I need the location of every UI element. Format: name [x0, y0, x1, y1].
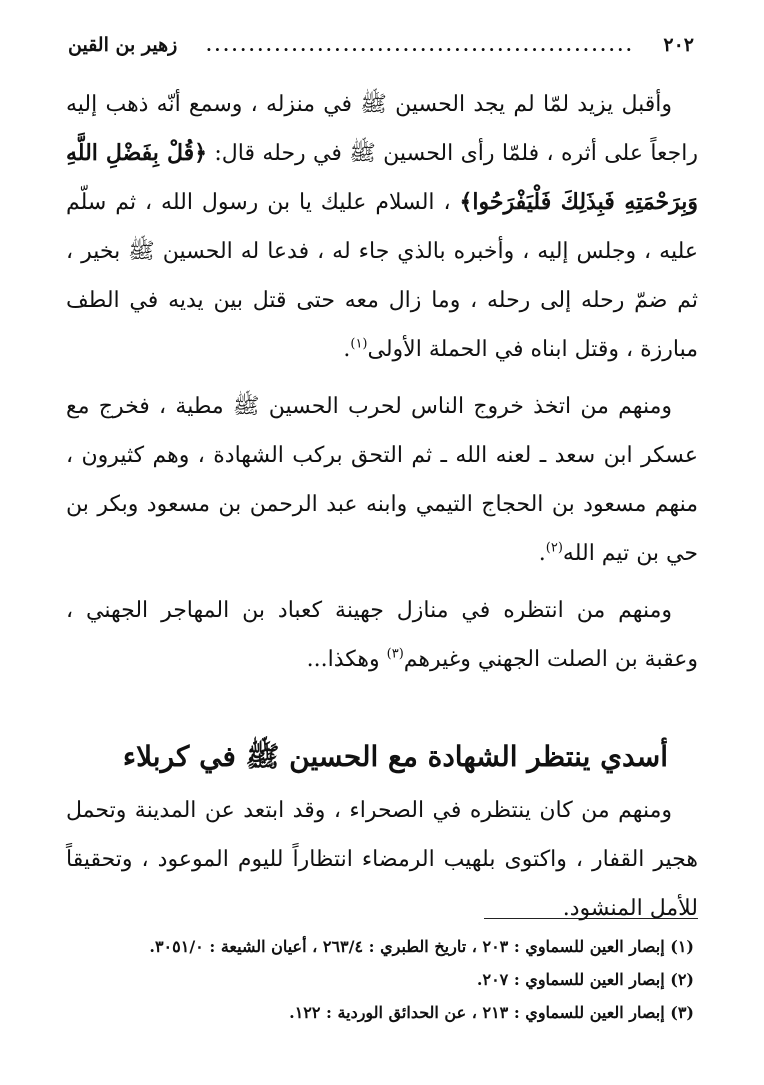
- section-heading: أسدي ينتظر الشهادة مع الحسين ﷺ في كربلاء: [122, 740, 668, 773]
- paragraph-2: [66, 382, 698, 578]
- paragraph-1-end: .: [343, 337, 351, 362]
- footnote-marker-1[interactable]: (١): [350, 336, 368, 352]
- footnotes: [66, 930, 694, 1029]
- paragraph-1-text: وأقبل يزيد لمّا لم يجد الحسين ﷺ في منزله ، وسمع أنّه ذهب إليه راجعاً على أثره ، فلمّا رأى الحسين ﷺ في رحله قال:: [66, 92, 698, 166]
- paragraph-1: [66, 80, 698, 374]
- paragraph-2-text: ومنهم من اتخذ خروج الناس لحرب الحسين ﷺ مطية ، فخرج مع عسكر ابن سعد ـ لعنه الله ـ ثم التحق بركب الشهادة ، وهم كثيرون ، منهم مسعود بن الحجاج التيمي وابنه عبد الرحمن بن مسعود وبكر بن حي بن تيم الله: [66, 394, 698, 566]
- paragraph-1-text-continued: ، السلام عليك يا بن رسول الله ، ثم سلّم عليه ، وجلس إليه ، وأخبره بالذي جاء له ، فدعا له الحسين ﷺ بخير ، ثم ضمّ رحله إلى رحله ، وما زال معه حتى قتل بين يديه في الطف مبارزة ، وقتل ابناه في الحملة الأولى: [66, 190, 698, 362]
- footnote-2: (٢) إبصار العين للسماوي : ٢٠٧.: [476, 970, 694, 989]
- quran-verse: ﴿قُلْ بِفَضْلِ اللَّهِ وَبِرَحْمَتِهِ فَبِذَلِكَ فَلْيَفْرَحُوا﴾: [66, 140, 699, 215]
- page-number: ٢٠٢: [663, 34, 694, 56]
- running-title: زهير بن القين: [68, 34, 178, 56]
- running-header: [68, 28, 694, 62]
- footnote-marker-2[interactable]: (٢): [545, 540, 563, 556]
- main-text: [66, 80, 698, 941]
- paragraph-3-end: وهكذا...: [306, 647, 387, 672]
- footnote-marker-3[interactable]: (٣): [386, 646, 404, 662]
- paragraph-3-text: ومنهم من انتظره في منازل جهينة كعباد بن المهاجر الجهني ، وعقبة بن الصلت الجهني وغيرهم: [66, 598, 698, 672]
- leader-dots: ..................................................: [206, 35, 635, 55]
- footnote-divider: [484, 918, 698, 919]
- footnote-1: (١) إبصار العين للسماوي : ٢٠٣ ، تاريخ الطبري : ٢٦٣/٤ ، أعيان الشيعة : ٣٠٥١/٠.: [149, 937, 694, 956]
- footnote-3: (٣) إبصار العين للسماوي : ٢١٣ ، عن الحدائق الوردية : ١٢٢.: [289, 1003, 694, 1022]
- paragraph-2-end: .: [538, 541, 546, 566]
- paragraph-3: [66, 586, 698, 684]
- section-paragraph: ومنهم من كان ينتظره في الصحراء ، وقد ابتعد عن المدينة وتحمل هجير القفار ، واكتوى بلهيب الرمضاء انتظاراً لليوم الموعود ، وتحقيقاً للأمل المنشود.: [66, 798, 698, 921]
